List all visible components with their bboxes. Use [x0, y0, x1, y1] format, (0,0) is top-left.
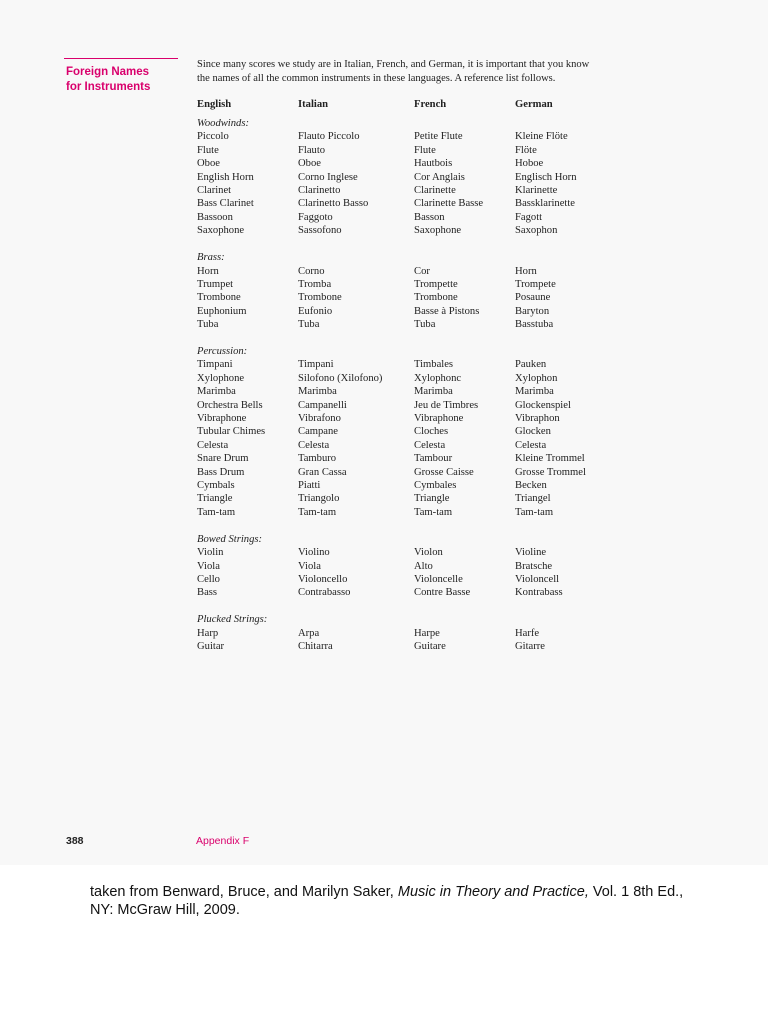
citation-prefix: taken from Benward, Bruce, and Marilyn Saker, [90, 884, 398, 900]
cell-english: Cymbals [197, 479, 235, 491]
cell-english: Tubular Chimes [197, 426, 266, 438]
cell-german: Tam-tam [515, 506, 554, 518]
cell-italian: Vibrafono [298, 413, 341, 424]
header-italian: Italian [298, 99, 329, 110]
cell-english: Bass [197, 587, 218, 599]
cell-french: Tuba [414, 319, 436, 331]
cell-german: Xylophon [515, 372, 558, 384]
table-row [197, 171, 617, 184]
cell-english: Oboe [197, 158, 220, 170]
cell-french: Triangle [414, 493, 450, 505]
cell-german: Englisch Horn [515, 171, 577, 183]
table-row [197, 439, 617, 452]
cell-english: Orchestra Bells [197, 399, 263, 411]
cell-english: Bassoon [197, 211, 233, 223]
cell-french: Guitare [414, 641, 446, 653]
table-row [197, 546, 617, 559]
cell-german: Kleine Trommel [515, 453, 585, 465]
table-row [197, 184, 617, 197]
cell-french: Petite Flute [414, 131, 463, 143]
cell-italian: Tam-tam [298, 506, 337, 518]
page-number: 388 [66, 835, 84, 847]
cell-italian: Clarinetto Basso [298, 198, 369, 210]
cell-french: Clarinette Basse [414, 198, 484, 210]
section-label: Bowed Strings: [197, 533, 263, 545]
table-row [197, 224, 617, 237]
cell-english: Celesta [197, 439, 229, 451]
cell-italian: Silofono (Xilofono) [298, 372, 383, 384]
table-row [197, 144, 617, 157]
table-section [197, 251, 617, 331]
table-sections [197, 117, 617, 653]
cell-french: Basson [414, 211, 445, 223]
table-row [197, 318, 617, 331]
appendix-label: Appendix F [196, 835, 250, 847]
cell-german: Triangel [515, 493, 551, 505]
cell-italian: Violino [298, 547, 330, 559]
cell-french: Trombone [414, 292, 458, 304]
table-row [197, 399, 617, 412]
cell-english: Bass Drum [197, 466, 245, 478]
sidebar-title-line1: Foreign Names [66, 66, 150, 78]
table-row [197, 425, 617, 438]
table-row [197, 358, 617, 371]
table-row [197, 265, 617, 278]
cell-german: Klarinette [515, 184, 558, 196]
cell-english: Euphonium [197, 305, 247, 317]
cell-german: Pauken [515, 359, 547, 371]
table-row [197, 640, 617, 653]
cell-italian: Contrabasso [298, 587, 351, 599]
cell-german: Posaune [515, 292, 551, 304]
header-german: German [515, 99, 553, 110]
table-row [197, 305, 617, 318]
section-label: Plucked Strings: [197, 614, 268, 626]
cell-french: Xylophonc [414, 372, 462, 384]
section-label: Brass: [197, 252, 225, 264]
cell-english: Trumpet [197, 278, 234, 290]
table-row [197, 130, 617, 143]
cell-french: Marimba [414, 386, 453, 398]
cell-french: Trompette [414, 278, 458, 290]
cell-german: Bratsche [515, 560, 553, 572]
cell-german: Saxophon [515, 225, 558, 237]
cell-english: Cello [197, 573, 220, 585]
cell-italian: Clarinetto [298, 184, 341, 196]
cell-german: Gitarre [515, 641, 545, 653]
cell-french: Flute [414, 144, 436, 156]
table-row [197, 560, 617, 573]
cell-italian: Celesta [298, 439, 330, 451]
cell-french: Grosse Caisse [414, 466, 474, 478]
cell-french: Violon [414, 547, 443, 559]
table-row [197, 211, 617, 224]
cell-italian: Violoncello [298, 573, 348, 585]
cell-german: Grosse Trommel [515, 466, 586, 478]
intro-paragraph [197, 58, 617, 86]
cell-english: English Horn [197, 171, 254, 183]
table-row [197, 479, 617, 492]
cell-german: Trompete [515, 278, 556, 290]
cell-french: Cor [414, 265, 430, 277]
cell-english: Violin [197, 547, 224, 559]
header-english: English [197, 99, 232, 110]
cell-italian: Corno [298, 265, 325, 277]
table-row [197, 492, 617, 505]
cell-english: Timpani [197, 359, 233, 371]
cell-english: Tam-tam [197, 506, 236, 518]
table-row [197, 627, 617, 640]
sidebar-rule [64, 58, 178, 59]
cell-german: Basstuba [515, 319, 554, 331]
cell-english: Viola [197, 560, 220, 572]
table-row [197, 278, 617, 291]
cell-italian: Chitarra [298, 641, 333, 653]
cell-english: Flute [197, 144, 219, 156]
cell-italian: Triangolo [298, 493, 340, 505]
cell-english: Horn [197, 265, 219, 277]
cell-german: Glocken [515, 426, 551, 438]
cell-italian: Flauto [298, 144, 326, 156]
table-row [197, 372, 617, 385]
cell-german: Harfe [515, 627, 540, 639]
cell-italian: Tuba [298, 319, 320, 331]
cell-german: Fagott [515, 211, 543, 223]
cell-italian: Corno Inglese [298, 171, 358, 183]
cell-italian: Piatti [298, 479, 321, 491]
cell-italian: Tamburo [298, 453, 337, 465]
cell-german: Glockenspiel [515, 399, 571, 411]
table-row [197, 157, 617, 170]
intro-line-1: Since many scores we study are in Italian, French, and German, it is important that you know [197, 59, 590, 70]
cell-english: Xylophone [197, 372, 245, 384]
cell-french: Contre Basse [414, 587, 471, 599]
cell-english: Saxophone [197, 225, 245, 237]
cell-german: Vibraphon [515, 413, 560, 424]
cell-english: Snare Drum [197, 453, 249, 465]
cell-french: Vibraphone [414, 413, 464, 424]
table-row [197, 466, 617, 479]
cell-french: Cor Anglais [414, 171, 465, 183]
cell-italian: Flauto Piccolo [298, 131, 360, 143]
sidebar-title-line2: for Instruments [66, 81, 151, 93]
cell-english: Bass Clarinet [197, 198, 254, 210]
section-label: Percussion: [197, 346, 248, 358]
cell-french: Timbales [414, 359, 454, 371]
table-section [197, 345, 617, 519]
cell-german: Marimba [515, 386, 554, 398]
cell-italian: Trombone [298, 292, 342, 304]
table-row [197, 291, 617, 304]
cell-german: Kleine Flöte [515, 131, 568, 143]
cell-english: Triangle [197, 493, 233, 505]
table-row [197, 452, 617, 465]
table-row [197, 586, 617, 599]
intro-line-2: the names of all the common instruments in these languages. A reference list follows. [197, 73, 556, 84]
cell-german: Bassklarinette [515, 198, 576, 210]
cell-italian: Arpa [298, 627, 320, 639]
cell-french: Saxophone [414, 225, 462, 237]
cell-italian: Timpani [298, 359, 334, 371]
citation-title: Music in Theory and Practice, [397, 884, 589, 900]
cell-german: Baryton [515, 305, 550, 317]
cell-french: Cloches [414, 426, 449, 438]
cell-french: Basse à Pistons [414, 305, 480, 317]
citation-line-2: NY: McGraw Hill, 2009. [90, 902, 240, 918]
cell-italian: Eufonio [298, 305, 333, 317]
table-header-row [197, 97, 617, 113]
cell-italian: Faggoto [298, 211, 333, 223]
cell-french: Clarinette [414, 184, 456, 196]
cell-english: Marimba [197, 386, 236, 398]
cell-german: Celesta [515, 439, 547, 451]
cell-english: Vibraphone [197, 413, 247, 424]
table-row [197, 385, 617, 398]
table-section [197, 117, 617, 238]
citation-suffix: Vol. 1 8th Ed., [588, 884, 684, 900]
table-row [197, 506, 617, 519]
cell-italian: Campane [298, 426, 339, 438]
cell-italian: Marimba [298, 386, 337, 398]
cell-german: Violoncell [515, 573, 560, 585]
cell-french: Alto [414, 560, 433, 572]
instrument-names-table [197, 97, 617, 667]
cell-french: Harpe [414, 627, 440, 639]
cell-french: Tambour [414, 453, 453, 465]
cell-german: Hoboe [515, 158, 544, 170]
cell-italian: Oboe [298, 158, 321, 170]
cell-french: Cymbales [414, 479, 457, 491]
cell-german: Flöte [515, 144, 537, 156]
cell-german: Violine [515, 547, 547, 559]
cell-english: Clarinet [197, 184, 232, 196]
cell-french: Hautbois [414, 158, 453, 170]
cell-italian: Tromba [298, 278, 332, 290]
cell-french: Tam-tam [414, 506, 453, 518]
cell-german: Horn [515, 265, 537, 277]
table-section [197, 613, 617, 653]
sidebar-title [66, 65, 178, 95]
header-french: French [414, 99, 447, 110]
cell-italian: Viola [298, 560, 321, 572]
cell-french: Celesta [414, 439, 446, 451]
citation-line-1 [90, 883, 730, 901]
cell-english: Trombone [197, 292, 241, 304]
table-section [197, 533, 617, 600]
cell-french: Violoncelle [414, 573, 463, 585]
cell-italian: Campanelli [298, 399, 347, 411]
citation [90, 883, 730, 919]
cell-german: Becken [515, 479, 547, 491]
cell-german: Kontrabass [515, 587, 563, 599]
cell-italian: Sassofono [298, 225, 342, 237]
cell-italian: Gran Cassa [298, 466, 347, 478]
cell-english: Guitar [197, 641, 225, 653]
cell-french: Jeu de Timbres [414, 399, 479, 411]
cell-english: Tuba [197, 319, 219, 331]
table-row [197, 412, 617, 425]
table-row [197, 197, 617, 210]
cell-english: Harp [197, 627, 219, 639]
cell-english: Piccolo [197, 131, 229, 143]
table-row [197, 573, 617, 586]
section-label: Woodwinds: [197, 118, 249, 129]
